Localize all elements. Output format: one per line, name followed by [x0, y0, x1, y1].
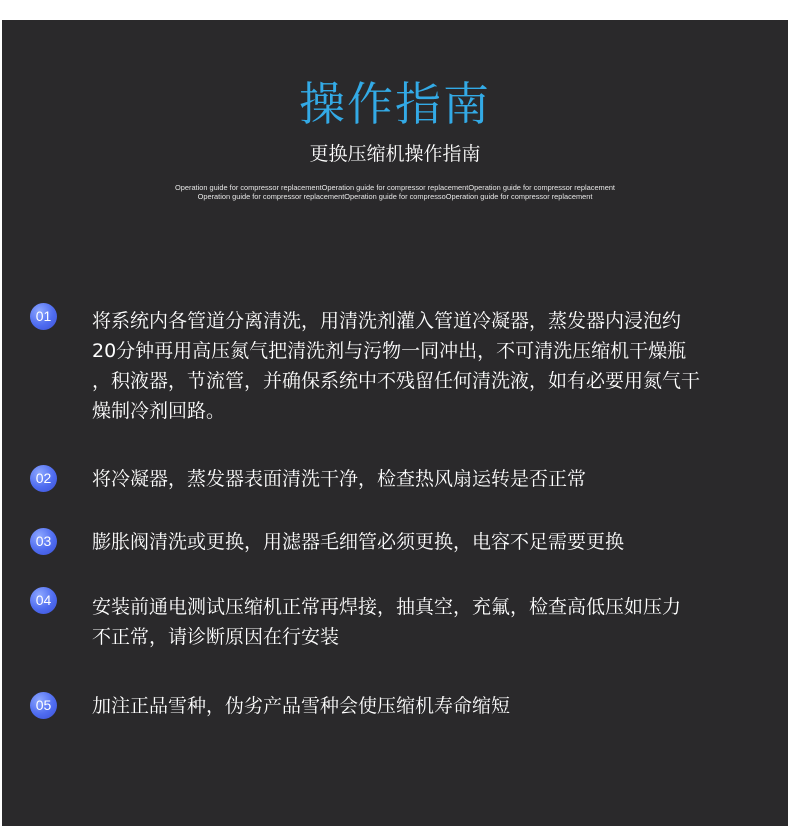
step-text-line: 将系统内各管道分离清洗，用清洗剂灌入管道冷凝器，蒸发器内浸泡约	[92, 310, 682, 332]
step-number-badge: 02	[30, 465, 57, 492]
step-text-line: 膨胀阀清洗或更换，用滤器毛细管必须更换，电容不足需要更换	[92, 531, 625, 553]
step-text-line: 燥制冷剂回路。	[92, 400, 226, 422]
step-text	[92, 691, 742, 721]
step-number-badge: 05	[30, 692, 57, 719]
step-text-line: ，积液器，节流管，并确保系统中不残留任何清洗液，如有必要用氮气干	[92, 370, 701, 392]
english-caption-line: Operation guide for compressor replacementOperation guide for compressoOperation guide for compressor replacement	[197, 192, 593, 201]
page-title: 操作指南	[299, 77, 491, 131]
step-text	[92, 592, 742, 652]
guide-panel	[2, 20, 788, 826]
step-number-badge: 01	[30, 303, 57, 330]
step-number-badge: 03	[30, 528, 57, 555]
step-text	[92, 306, 742, 426]
english-caption-line: Operation guide for compressor replacementOperation guide for compressor replacementOperation guide for compressor replacement	[175, 183, 615, 192]
step-number-badge: 04	[30, 587, 57, 614]
step-text-line: 不正常，请诊断原因在行安装	[92, 626, 340, 648]
step-text-line: 安装前通电测试压缩机正常再焊接，抽真空，充氟，检查高低压如压力	[92, 596, 682, 618]
page-subtitle: 更换压缩机操作指南	[309, 143, 481, 165]
step-text	[92, 464, 742, 494]
step-text-line: 加注正品雪种，伪劣产品雪种会使压缩机寿命缩短	[92, 695, 511, 717]
step-text	[92, 527, 742, 557]
english-caption	[92, 183, 698, 201]
step-text-line: 20分钟再用高压氮气把清洗剂与污物一同冲出，不可清洗压缩机干燥瓶	[92, 340, 687, 362]
step-text-line: 将冷凝器，蒸发器表面清洗干净，检查热风扇运转是否正常	[92, 468, 587, 490]
